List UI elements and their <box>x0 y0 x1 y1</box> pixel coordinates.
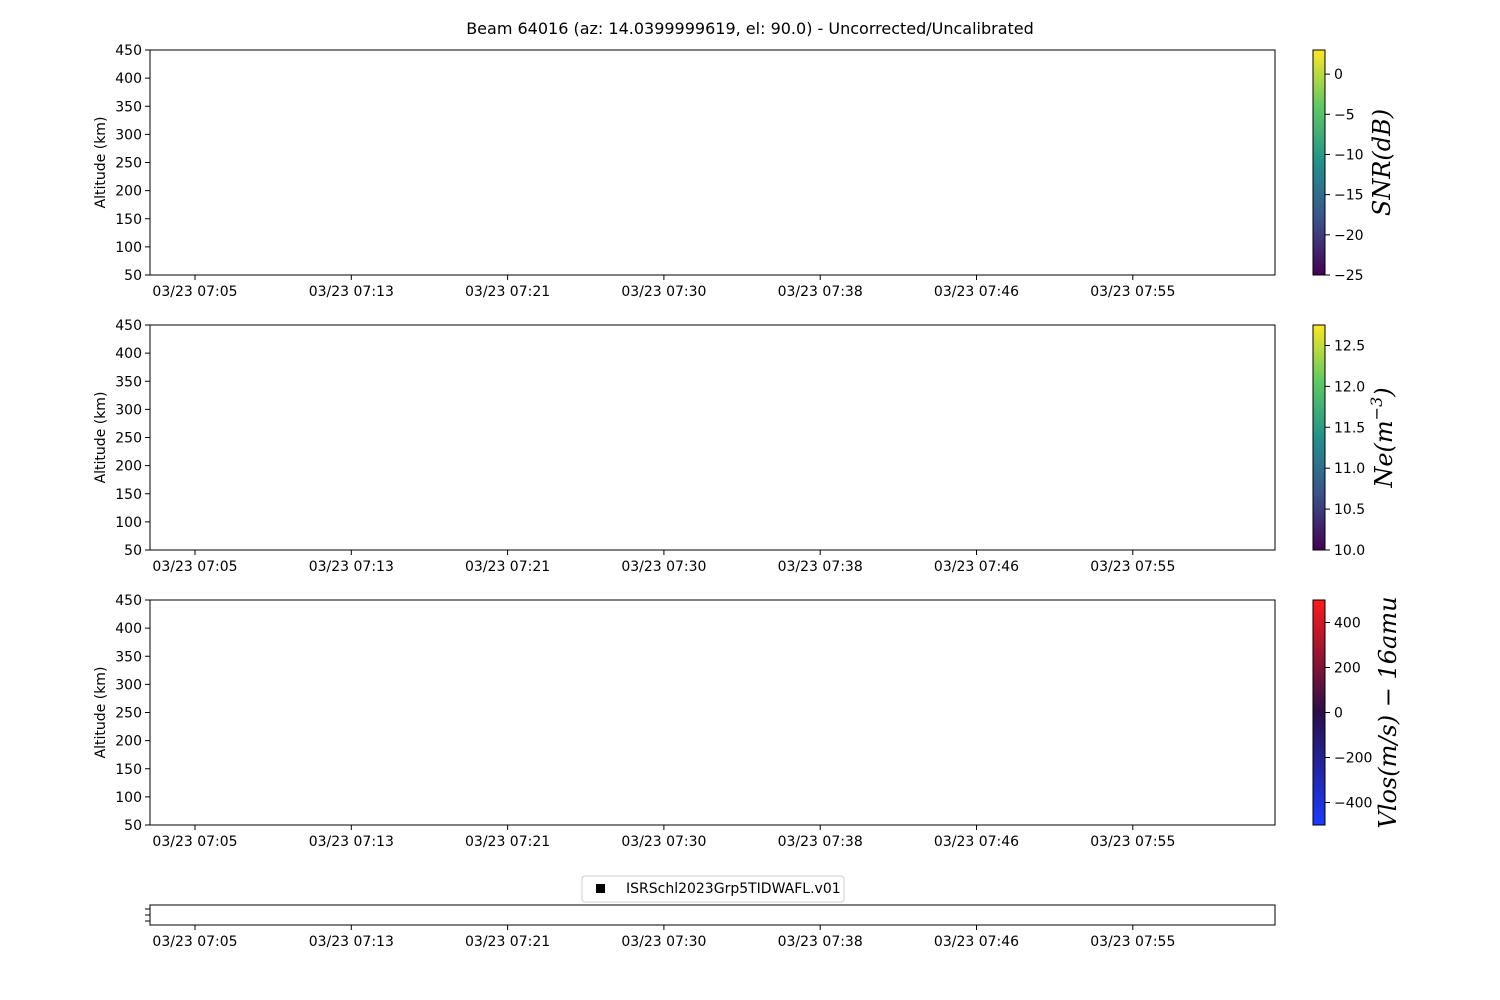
legend <box>582 876 844 902</box>
ne-colorbar-tick-label: 12.0 <box>1334 379 1366 396</box>
vlos-y-tick-label: 350 <box>115 649 142 666</box>
snr-colorbar <box>1313 50 1396 284</box>
ne-y-tick-label: 50 <box>124 543 142 559</box>
ne-x-tick-label: 03/23 07:38 <box>777 559 863 575</box>
snr-y-tick-label: 150 <box>115 211 142 228</box>
ne-y-tick-label: 250 <box>115 430 142 447</box>
ne-x-tick-label: 03/23 07:55 <box>1090 559 1176 575</box>
timeline-x-axis <box>152 925 1175 950</box>
snr-colorbar-tick-label: −10 <box>1334 147 1364 164</box>
ne-colorbar <box>1313 325 1398 559</box>
snr-colorbar-tick-label: 0 <box>1334 67 1343 84</box>
snr-x-axis <box>152 275 1175 300</box>
snr-colorbar-tick-label: −5 <box>1334 107 1355 124</box>
vlos-colorbar-tick-label: 400 <box>1334 615 1361 632</box>
snr-colorbar-tick-label: −25 <box>1334 268 1364 284</box>
timeline-y-axis <box>145 909 150 921</box>
snr-y-label: Altitude (km) <box>93 116 109 209</box>
snr-y-tick-label: 250 <box>115 155 142 172</box>
vlos-x-tick-label: 03/23 07:05 <box>152 834 238 850</box>
ne-colorbar-ticks <box>1325 338 1365 559</box>
ne-colorbar-label: $Ne(m^{-3})$ <box>1367 387 1398 488</box>
legend-label: ISRSchl2023Grp5TIDWAFL.v01 <box>626 881 841 897</box>
vlos-y-label: Altitude (km) <box>93 666 109 759</box>
timeline-x-tick-label: 03/23 07:05 <box>152 934 238 950</box>
snr-y-tick-label: 450 <box>115 43 142 59</box>
snr-x-tick-label: 03/23 07:05 <box>152 284 238 300</box>
snr-colorbar-ticks <box>1325 67 1364 284</box>
ne-x-axis <box>152 550 1175 575</box>
snr-panel <box>93 43 1396 300</box>
vlos-x-tick-label: 03/23 07:46 <box>933 834 1020 850</box>
vlos-plot-area <box>150 600 1275 825</box>
vlos-y-tick-label: 200 <box>115 733 142 750</box>
vlos-y-tick-label: 450 <box>115 593 142 609</box>
ne-y-tick-label: 150 <box>115 486 142 503</box>
timeline-x-tick-label: 03/23 07:13 <box>308 934 394 950</box>
snr-y-tick-label: 100 <box>115 239 142 256</box>
vlos-y-axis <box>115 593 150 834</box>
ne-panel <box>93 318 1398 575</box>
snr-colorbar-gradient <box>1313 50 1325 275</box>
vlos-panel <box>93 593 1402 850</box>
vlos-colorbar-gradient <box>1313 600 1325 825</box>
vlos-x-tick-label: 03/23 07:13 <box>308 834 394 850</box>
ne-colorbar-tick-label: 10.0 <box>1334 543 1366 559</box>
snr-plot-area <box>150 50 1275 275</box>
vlos-colorbar-ticks <box>1325 616 1372 812</box>
timeline-plot-area <box>150 905 1275 925</box>
ne-plot-area <box>150 325 1275 550</box>
timeline-x-tick-label: 03/23 07:38 <box>777 934 863 950</box>
vlos-x-tick-label: 03/23 07:21 <box>465 834 551 850</box>
vlos-x-tick-label: 03/23 07:30 <box>621 834 707 850</box>
vlos-y-tick-label: 100 <box>115 789 142 806</box>
ne-colorbar-tick-label: 10.5 <box>1334 502 1366 519</box>
ne-x-tick-label: 03/23 07:13 <box>308 559 394 575</box>
vlos-y-tick-label: 400 <box>115 621 142 638</box>
vlos-colorbar-tick-label: −200 <box>1334 750 1373 767</box>
timeline-x-tick-label: 03/23 07:30 <box>621 934 707 950</box>
ne-x-tick-label: 03/23 07:05 <box>152 559 238 575</box>
snr-y-tick-label: 50 <box>124 268 142 284</box>
snr-x-tick-label: 03/23 07:30 <box>621 284 707 300</box>
ne-y-label: Altitude (km) <box>93 391 109 484</box>
vlos-y-tick-label: 300 <box>115 677 142 694</box>
vlos-y-tick-label: 250 <box>115 705 142 722</box>
snr-colorbar-tick-label: −15 <box>1334 187 1364 204</box>
vlos-colorbar-tick-label: 200 <box>1334 660 1361 677</box>
vlos-x-tick-label: 03/23 07:38 <box>777 834 863 850</box>
ne-y-tick-label: 350 <box>115 374 142 391</box>
snr-x-tick-label: 03/23 07:46 <box>933 284 1020 300</box>
ne-y-tick-label: 100 <box>115 514 142 531</box>
vlos-y-tick-label: 150 <box>115 761 142 778</box>
snr-y-tick-label: 350 <box>115 99 142 116</box>
timeline-x-tick-label: 03/23 07:46 <box>933 934 1020 950</box>
figure-title: Beam 64016 (az: 14.0399999619, el: 90.0) - Uncorrected/Uncalibrated <box>466 19 1034 38</box>
snr-x-tick-label: 03/23 07:13 <box>308 284 394 300</box>
vlos-colorbar-tick-label: −400 <box>1334 795 1373 812</box>
snr-colorbar-label: SNR(dB) <box>1368 108 1396 217</box>
snr-x-tick-label: 03/23 07:38 <box>777 284 863 300</box>
snr-colorbar-tick-label: −20 <box>1334 227 1364 244</box>
legend-marker <box>596 884 605 893</box>
ne-x-tick-label: 03/23 07:21 <box>465 559 551 575</box>
vlos-x-axis <box>152 825 1175 850</box>
vlos-colorbar-label: Vlos(m/s) − 16amu <box>1374 596 1402 829</box>
ne-y-tick-label: 450 <box>115 318 142 334</box>
ne-x-tick-label: 03/23 07:30 <box>621 559 707 575</box>
snr-x-tick-label: 03/23 07:55 <box>1090 284 1176 300</box>
ne-y-tick-label: 200 <box>115 458 142 475</box>
ne-colorbar-tick-label: 12.5 <box>1334 338 1366 355</box>
timeline-x-tick-label: 03/23 07:21 <box>465 934 551 950</box>
snr-y-tick-label: 300 <box>115 127 142 144</box>
vlos-x-tick-label: 03/23 07:55 <box>1090 834 1176 850</box>
ne-colorbar-tick-label: 11.0 <box>1334 461 1366 478</box>
vlos-colorbar <box>1313 596 1402 828</box>
timeline-x-tick-label: 03/23 07:55 <box>1090 934 1176 950</box>
vlos-y-tick-label: 50 <box>124 818 142 834</box>
snr-y-axis <box>115 43 150 284</box>
snr-y-tick-label: 400 <box>115 71 142 88</box>
ne-y-axis <box>115 318 150 559</box>
ne-y-tick-label: 400 <box>115 346 142 363</box>
ne-colorbar-gradient <box>1313 325 1325 550</box>
timeline-panel <box>145 905 1275 950</box>
ne-y-tick-label: 300 <box>115 402 142 419</box>
vlos-colorbar-tick-label: 0 <box>1334 705 1343 722</box>
snr-y-tick-label: 200 <box>115 183 142 200</box>
snr-x-tick-label: 03/23 07:21 <box>465 284 551 300</box>
ne-colorbar-tick-label: 11.5 <box>1334 420 1366 437</box>
ne-x-tick-label: 03/23 07:46 <box>933 559 1020 575</box>
